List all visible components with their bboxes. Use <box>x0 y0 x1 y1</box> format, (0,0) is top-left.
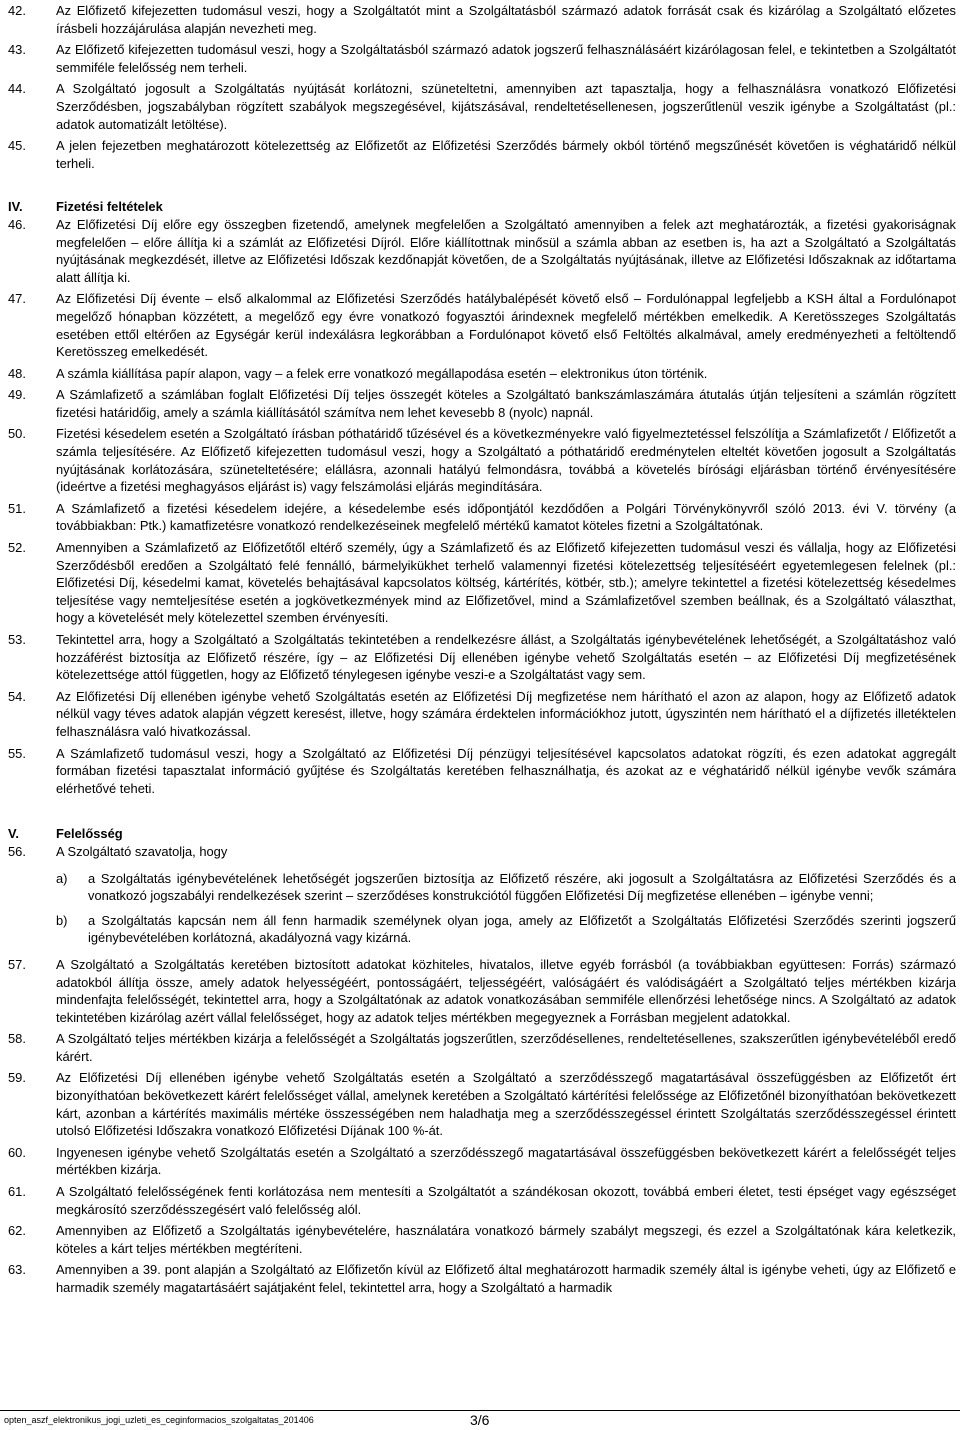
section-title: Fizetési feltételek <box>56 199 163 215</box>
item-text: A Szolgáltató a Szolgáltatás keretében biztosított adatokat közhiteles, hivatalos, illetve egyéb forrásból (a továbbiakban együttesen: Forrás) származó adatokból állítja össze, amely adatok helyességéért, pontosságáért, teljességéért, valóságáért és valódiságáért a Szolgáltató teljes mértékben kizárja mindenfajta felelősségét, tekintettel arra, hogy a Szolgáltatónak az adatok vonatkozásában semmiféle ellenőrzési lehetősége nincs. A Szolgáltató az adatok tekintetében kizárólag azért vállal felelősséget, hogy az adatok teljes mértékben megegyeznek a Forrásban megjelent adatokkal. <box>56 956 956 1025</box>
item-text: A számla kiállítása papír alapon, vagy – a felek erre vonatkozó megállapodása esetén – elektronikus úton történik. <box>56 365 708 381</box>
list-item <box>0 1261 956 1296</box>
item-number: 45. <box>8 138 26 154</box>
item-text: A Számlafizető tudomásul veszi, hogy a Szolgáltató az Előfizetési Díj pénzügyi teljesítésével kapcsolatos adatokat rögzíti, és ezen adatokat aggregált formában fizetési tapasztalat információ gyűjtése és Szolgáltatás keretében felhasználhatja, és azokat az e véghatáridő nélkül igénybe vevők számára elérhetővé teheti. <box>56 745 956 796</box>
list-item <box>0 2 956 37</box>
item-number: 60. <box>8 1144 26 1160</box>
item-number: 51. <box>8 500 26 516</box>
sub-item-text: a Szolgáltatás igénybevételének lehetőségét jogszerűen biztosítja az Előfizető részére, aki jogosult a Szolgáltatásra az Előfizetési Szerződés és a vonatkozó jogszabályi rendelkezések szerint – szerződéses konstrukciótól függően Előfizetési Díj megfizetése ellenében – igénybe venni; <box>88 870 956 904</box>
item-text: Az Előfizetési Díj ellenében igénybe vehető Szolgáltatás esetén az Előfizetési Díj megfizetése nem hárítható el azon az alapon, hogy az Előfizető adatok nélkül vagy téves adatok alapján végzett keresést, illetve, hogy számára érdektelen információkhoz jutott, úgyszintén nem hárítható el a díjfizetés illetéktelen felhasználásra való hivatkozással. <box>56 688 956 739</box>
item-number: 49. <box>8 387 26 403</box>
list-item <box>0 386 956 421</box>
list-item <box>0 137 956 172</box>
list-item <box>0 956 956 1026</box>
item-number: 54. <box>8 688 26 704</box>
item-text: Az Előfizető kifejezetten tudomásul veszi, hogy a Szolgáltatót mint a Szolgáltatásból származó adatok forrását csak és kizárólag a Szolgáltató előzetes írásbeli hozzájárulása alapján nevezheti meg. <box>56 3 956 36</box>
list-item <box>0 1183 956 1218</box>
footer-filename: opten_aszf_elektronikus_jogi_uzleti_es_ceginformacios_szolgaltatas_201406 <box>4 1415 314 1425</box>
section-heading-iv <box>0 198 956 216</box>
item-text: Az Előfizetési Díj előre egy összegben fizetendő, amelynek megfelelően a Szolgáltató amennyiben a felek azt meghatározták, a fizetési gyakoriságnak megfelelően – előre állítja ki a számlát az Előfizetési Díjról. Előre kiállítottnak minősül a számla abban az esetben is, ha azt a Szolgáltató a Szolgáltatás nyújtásának megkezdését, illetve az Előfizetési Időszak kezdőnapját követően, de a Szolgáltatás nyújtásának, illetve az Előfizetési Időszaknak az időtartama alatt állítja ki. <box>56 216 956 285</box>
sub-list-item <box>0 912 956 947</box>
list-item <box>0 80 956 133</box>
list-item <box>0 745 956 798</box>
section-heading-v <box>0 825 956 843</box>
item-number: 43. <box>8 42 26 58</box>
list-item <box>0 1069 956 1139</box>
item-text: A Szolgáltató teljes mértékben kizárja a felelősségét a Szolgáltatás jogszerűtlen, szerződésellenes, rendeltetésellenes, szakszerűtlen igénybevételéből eredő kárért. <box>56 1031 956 1064</box>
item-text: Az Előfizető kifejezetten tudomásul veszi, hogy a Szolgáltatásból származó adatok jogszerű felhasználásáért kizárólagosan felel, e tekintetben a Szolgáltatót semmiféle felelősség nem terheli. <box>56 42 956 75</box>
item-number: 47. <box>8 291 26 307</box>
list-item <box>0 688 956 741</box>
item-number: 55. <box>8 745 26 761</box>
list-item <box>0 216 956 286</box>
item-text: Az Előfizetési Díj évente – első alkalommal az Előfizetési Szerződés hatálybalépését követő első – Fordulónappal legfeljebb a KSH által a Fordulónapot megelőző hónapban közzétett, a megelőző egy évre vonatkozó fogyasztói árindexnek megfelelő mértékben emelkedik. A Keretösszeges Szolgáltatás esetében ettől eltérően az Egységár kerül indexálásra legkorábban a Fordulónapot követő első Feltöltés alkalmával, amely eredményezheti a feltöltendő Keretösszeg emelkedését. <box>56 291 956 360</box>
item-number: 58. <box>8 1031 26 1047</box>
item-number: 62. <box>8 1223 26 1239</box>
item-text: A Számlafizető a számlában foglalt Előfizetési Díj teljes összegét köteles a Szolgáltató bankszámlaszámára átutalás útján teljesíteni a számlán rögzített fizetési határidőig, amely a számla kiállításától számítva nem lehet kevesebb 8 (nyolc) napnál. <box>56 387 956 420</box>
item-text: Fizetési késedelem esetén a Szolgáltató írásban póthatáridő tűzésével és a következményekre való figyelmeztetéssel felszólítja a Számlafizetőt / Előfizetőt a számla teljesítésére. Az Előfizető kifejezetten tudomásul veszi, hogy a Szolgáltató a póthatáridő eredménytelen elteltét követően jogosult a Szolgáltatás nyújtásának korlátozására, szüneteltetésére; elállásra, azonnali hatályú felmondásra, továbbá a követelés bírósági eljárásban történő érvényesítésére (ideértve a fizetési meghagyásos eljárást is) vagy felszámolási eljárás megindítására. <box>56 426 956 495</box>
page-footer <box>0 1410 960 1430</box>
list-item <box>0 425 956 495</box>
list-item <box>0 631 956 684</box>
item-text: A Szolgáltató szavatolja, hogy <box>56 843 228 859</box>
item-number: 42. <box>8 3 26 18</box>
item-number: 56. <box>8 843 26 859</box>
list-item <box>0 500 956 535</box>
list-item <box>0 843 956 861</box>
section-number: V. <box>8 826 19 842</box>
item-number: 59. <box>8 1070 26 1086</box>
item-text: Tekintettel arra, hogy a Szolgáltató a Szolgáltatás tekintetében a rendelkezésre állást, a Szolgáltatás igénybevételének lehetőségét, a Szolgáltatáshoz való hozzáférést biztosítja az Előfizető részére, így – az Előfizetési Díj ellenében igénybe vehető Szolgáltatás esetén – az Előfizetési Díj megfizetésének kötelezettsége attól független, hogy az Előfizető ténylegesen igénybe veszi-e a Szolgáltatást vagy sem. <box>56 632 956 683</box>
item-text: Ingyenesen igénybe vehető Szolgáltatás esetén a Szolgáltató a szerződésszegő magatartásával összefüggésben bekövetkezett kárért a felelősségét teljes mértékben kizárja. <box>56 1144 956 1178</box>
item-text: A Számlafizető a fizetési késedelem idejére, a késedelembe esés időpontjától kezdődően a Polgári Törvénykönyvről szóló 2013. évi V. törvény (a továbbiakban: Ptk.) kamatfizetésre vonatkozó rendelkezéseinek megfelelő mértékű kamatot köteles fizetni a Szolgáltatónak. <box>56 500 956 534</box>
sub-item-label: b) <box>56 912 68 928</box>
list-item <box>0 539 956 627</box>
item-number: 63. <box>8 1262 26 1278</box>
item-number: 52. <box>8 540 26 556</box>
item-number: 48. <box>8 365 26 381</box>
list-item <box>0 1144 956 1179</box>
sub-list-item <box>0 870 956 905</box>
item-text: Amennyiben az Előfizető a Szolgáltatás igénybevételére, használatára vonatkozó bármely szabályt megszegi, és ezzel a Szolgáltatónak kára keletkezik, köteles a kárt teljes mértékben megtéríteni. <box>56 1223 956 1256</box>
item-text: Amennyiben a Számlafizető az Előfizetőtől eltérő személy, úgy a Számlafizető és az Előfizető kifejezetten tudomásul veszi és vállalja, hogy az Előfizetési Szerződésből eredően a Szolgáltató felé fennálló, bármelyikükhet terhelő valamennyi fizetési kötelezettség teljesítéséért egyetemlegesen felelnek (pl.: Előfizetési Díj, késedelmi kamat, követelés behajtásával kapcsolatos költség, kártérítés, kötbér, stb.); amelyre tekintettel a fizetési kötelezettség késedelmes teljesítése vagy nemteljesítése esetén a jogkövetkezmények mind az Előfizetővel, mind a Számlafizetővel szemben beállnak, és a Szolgáltató választhat, hogy a követelését mely kötelezettel szemben érvényesíti. <box>56 540 956 626</box>
item-number: 53. <box>8 632 26 647</box>
list-item <box>0 290 956 360</box>
section-number: IV. <box>8 199 23 215</box>
sub-item-text: a Szolgáltatás kapcsán nem áll fenn harmadik személynek olyan joga, amely az Előfizetőt a Szolgáltatás Előfizetési Szerződés szerinti jogszerű igénybevételében korlátozná, akadályozná vagy kizárná. <box>88 912 956 946</box>
list-item <box>0 365 956 383</box>
item-number: 44. <box>8 81 26 97</box>
list-item <box>0 1030 956 1065</box>
item-text: A Szolgáltató felelősségének fenti korlátozása nem mentesíti a Szolgáltatót a szándékosan okozott, továbbá emberi életet, testi épséget vagy egészséget megkárosító szerződésszegésért való felelősség alól. <box>56 1184 956 1217</box>
list-item <box>0 41 956 76</box>
item-number: 46. <box>8 216 26 232</box>
section-title: Felelősség <box>56 826 123 842</box>
item-text: A jelen fejezetben meghatározott kötelezettség az Előfizetőt az Előfizetési Szerződés bármely okból történő megszűnését követően is véghatáridő nélkül terheli. <box>56 138 956 171</box>
item-text: Az Előfizetési Díj ellenében igénybe vehető Szolgáltatás esetén a Szolgáltató a szerződésszegő magatartásával összefüggésben az Előfizetőt ért bizonyíthatóan bekövetkezett kárért felelősséget vállal, amelynek keretében a Szolgáltató kártérítési felelőssége az Előfizetőnél bizonyíthatóan bekövetkezett kárt, azonban a kártérítés maximális mértéke összességében nem haladhatja meg a szerződésszegéssel érintett Szolgáltatás szerződésszegéssel érintett utolsó Előfizetési Időszakra vonatkozó Előfizetési Díjának 100 %-át. <box>56 1070 956 1139</box>
document-body <box>0 2 956 1297</box>
page-number: 3/6 <box>470 1412 490 1428</box>
sub-item-label: a) <box>56 870 68 886</box>
item-number: 57. <box>8 956 26 972</box>
item-text: Amennyiben a 39. pont alapján a Szolgáltató az Előfizetőn kívül az Előfizető által meghatározott harmadik személy által is igénybe veheti, úgy az Előfizető e harmadik személy magatartásáért sajátjaként felel, tekintettel arra, hogy a Szolgáltató a harmadik <box>56 1262 956 1295</box>
item-number: 50. <box>8 426 26 442</box>
item-number: 61. <box>8 1184 26 1200</box>
list-item <box>0 1222 956 1257</box>
item-text: A Szolgáltató jogosult a Szolgáltatás nyújtását korlátozni, szüneteltetni, amennyiben azt tapasztalja, hogy a felhasználásra vonatkozó Előfizetési Szerződésben, jogszabályban rögzített szabályok megszegésével, kijátszásával, rendeltetésellenesen, jogszerűtlenül veszik igénybe a Szolgáltatást (pl.: adatok automatizált letöltése). <box>56 81 956 132</box>
